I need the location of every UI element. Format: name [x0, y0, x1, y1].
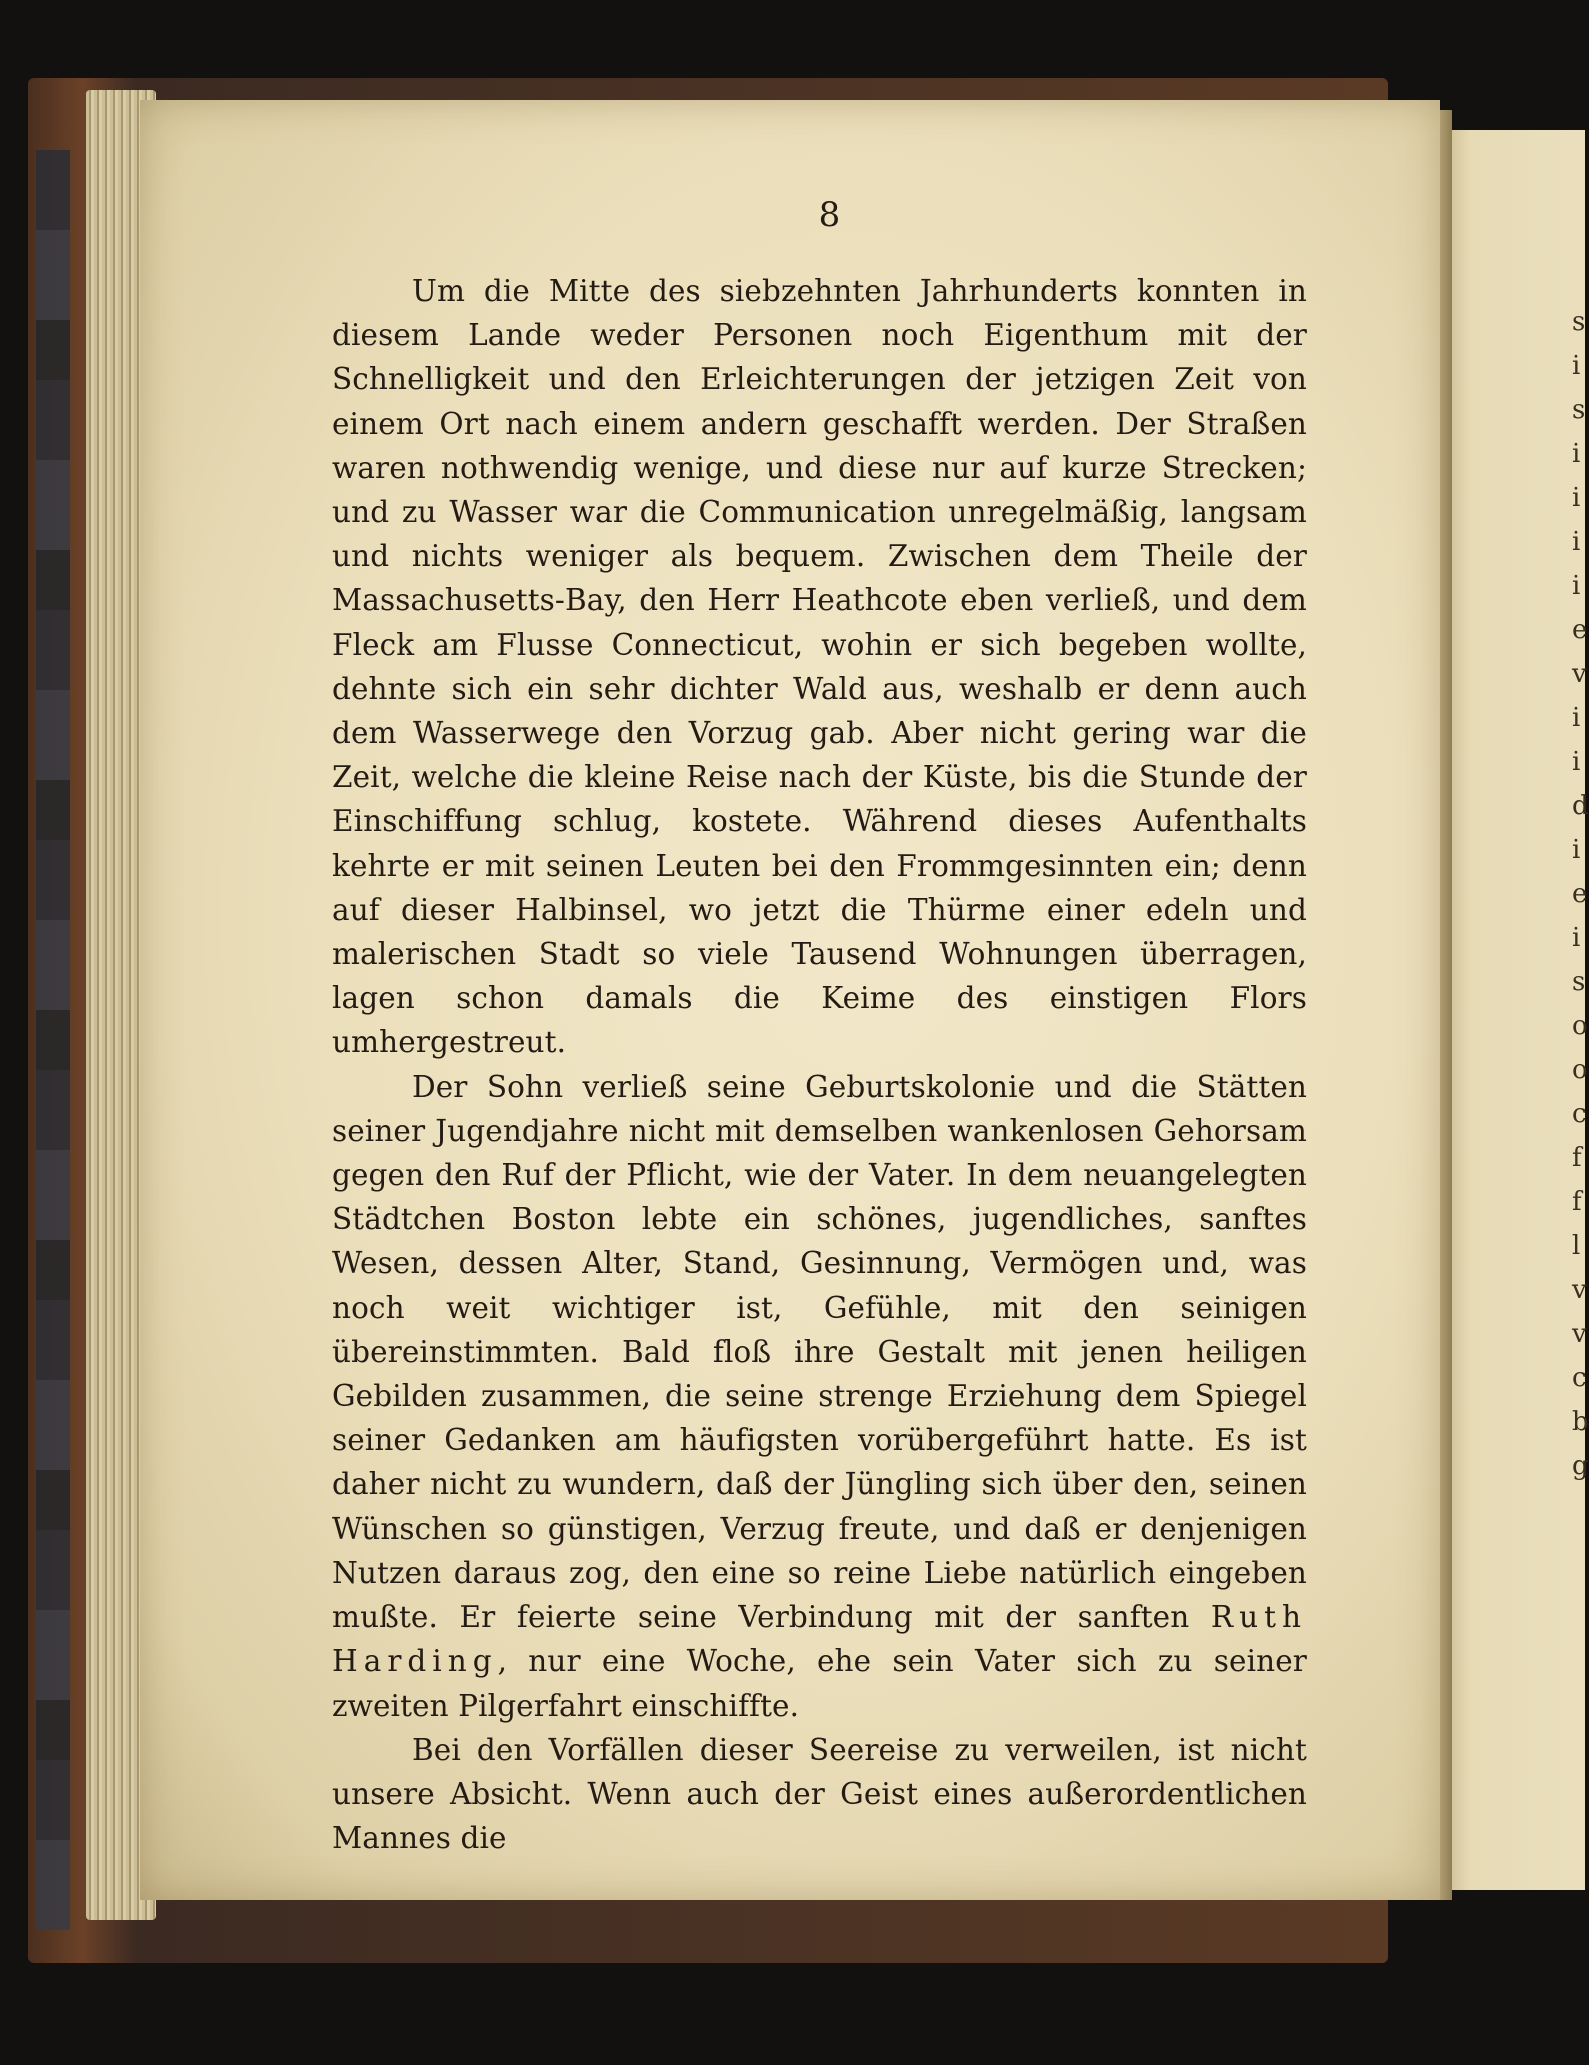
- facing-page-glyph: i: [1572, 439, 1581, 469]
- paragraph-2-text-after: , nur eine Woche, ehe sein Vater sich zu seiner zweiten Pilgerfahrt einschiffte.: [332, 1644, 1307, 1723]
- facing-page-glyph: c: [1572, 1363, 1587, 1393]
- facing-page-glyph: s: [1572, 307, 1586, 337]
- facing-page-glyph: f: [1572, 1187, 1582, 1217]
- paragraph-2: [332, 1065, 1307, 1728]
- page-number: 8: [818, 195, 841, 235]
- facing-page-glyph: i: [1572, 747, 1581, 777]
- facing-page-glyph: s: [1572, 395, 1586, 425]
- facing-page-glyph: f: [1572, 1143, 1582, 1173]
- facing-page-glyph: i: [1572, 835, 1581, 865]
- paragraph-2-name: Ruth Harding: [332, 1600, 1307, 1679]
- paragraph-2-text-before: Der Sohn verließ seine Geburtskolonie und die Stätten seiner Jugendjahre nicht mit demselben wankenlosen Gehorsam gegen den Ruf der Pflicht, wie der Vater. In dem neuangelegten Städtchen Boston lebte ein schönes, jugendliches, sanftes Wesen, dessen Alter, Stand, Gesinnung, Vermögen und, was noch weit wichtiger ist, Gefühle, mit den seinigen übereinstimmten. Bald floß ihre Gestalt mit jenen heiligen Gebilden zusammen, die seine strenge Erziehung dem Spiegel seiner Gedanken am häufigsten vorübergeführt hatte. Es ist daher nicht zu wundern, daß der Jüngling sich über den, seinen Wünschen so günstigen, Verzug freute, und daß er denjenigen Nutzen daraus zog, den eine so reine Liebe natürlich eingeben mußte. Er feierte seine Verbindung mit der sanften: [332, 1069, 1307, 1635]
- facing-page-glyph: o: [1572, 1055, 1588, 1085]
- facing-page-glyph: g: [1572, 1451, 1589, 1481]
- facing-page-glyph: v: [1572, 659, 1587, 689]
- facing-page-glyph: i: [1572, 527, 1581, 557]
- facing-page-glyph: e: [1572, 615, 1588, 645]
- facing-page-glyph: v: [1572, 1275, 1587, 1305]
- facing-page-glyph: v: [1572, 1319, 1587, 1349]
- facing-page-glyph: o: [1572, 1011, 1588, 1041]
- facing-page-glyph: i: [1572, 351, 1581, 381]
- paragraph-1: Um die Mitte des siebzehnten Jahrhunderts konnten in diesem Lande weder Personen noch Eigenthum mit der Schnelligkeit und den Erleichterungen der jetzigen Zeit von einem Ort nach einem andern geschafft werden. Der Straßen waren nothwendig wenige, und diese nur auf kurze Strecken; und zu Wasser war die Communication unregelmäßig, langsam und nichts weniger als bequem. Zwischen dem Theile der Massachusetts-Bay, den Herr Heathcote eben verließ, und dem Fleck am Flusse Connecticut, wohin er sich begeben wollte, dehnte sich ein sehr dichter Wald aus, weshalb er denn auch dem Wasserwege den Vorzug gab. Aber nicht gering war die Zeit, welche die kleine Reise nach der Küste, bis die Stunde der Einschiffung schlug, kostete. Während dieses Aufenthalts kehrte er mit seinen Leuten bei den Frommgesinnten ein; denn auf dieser Halbinsel, wo jetzt die Thürme einer edeln und malerischen Stadt so viele Tausend Wohnungen überragen, lagen schon damals die Keime des einstigen Flors umhergestreut.: [332, 274, 1307, 1060]
- facing-page-glyph: l: [1572, 1231, 1581, 1261]
- page-text: [332, 195, 1307, 1860]
- cover-spine-binding: [36, 150, 70, 1930]
- facing-page-text-edge: [1572, 300, 1589, 1630]
- facing-page-glyph: d: [1572, 791, 1589, 821]
- facing-page-glyph: i: [1572, 483, 1581, 513]
- facing-page-glyph: i: [1572, 571, 1581, 601]
- facing-page-glyph: c: [1572, 1099, 1587, 1129]
- facing-page-glyph: s: [1572, 967, 1586, 997]
- facing-page-glyph: b: [1572, 1407, 1589, 1437]
- facing-page-glyph: i: [1572, 923, 1581, 953]
- facing-page-glyph: i: [1572, 703, 1581, 733]
- facing-page: [1445, 130, 1589, 1890]
- paragraph-3: Bei den Vorfällen dieser Seereise zu verweilen, ist nicht unsere Absicht. Wenn auch der Geist eines außerordentlichen Mannes die: [332, 1732, 1307, 1856]
- facing-page-glyph: e: [1572, 879, 1588, 909]
